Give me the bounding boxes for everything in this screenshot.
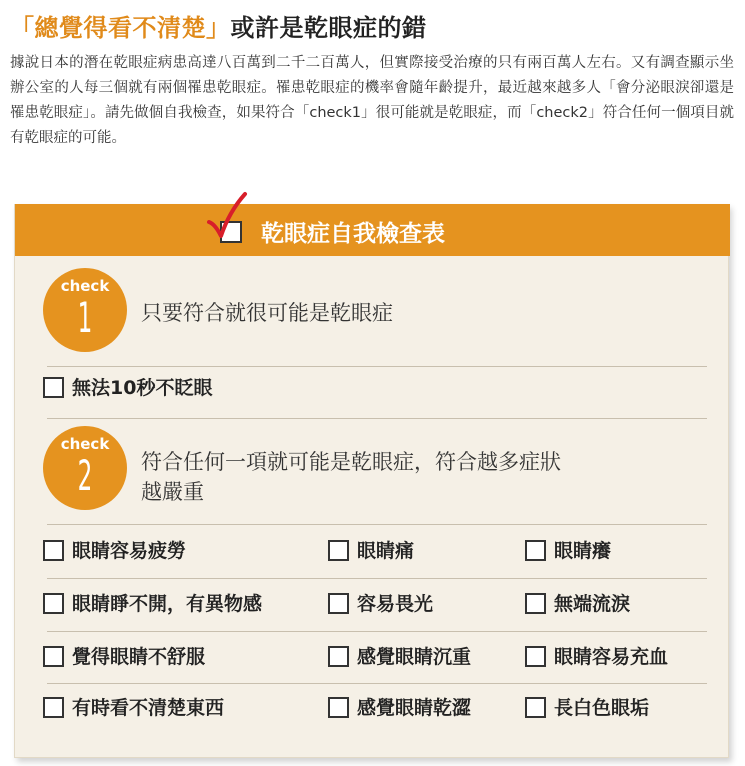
checkbox[interactable] (328, 697, 349, 718)
check2-description-line1: 符合任何一項就可能是乾眼症，符合越多症狀 (141, 450, 561, 474)
divider (47, 524, 707, 525)
divider (47, 578, 707, 579)
item-label: 眼睛痛 (357, 540, 415, 562)
item-label: 感覺眼睛沉重 (357, 646, 472, 668)
item-label: 無法10秒不眨眼 (72, 377, 213, 399)
checkbox[interactable] (328, 593, 349, 614)
checkbox[interactable] (525, 593, 546, 614)
checkbox[interactable] (328, 540, 349, 561)
check2-badge (43, 426, 127, 510)
divider (47, 418, 707, 419)
checkbox[interactable] (525, 697, 546, 718)
divider (47, 366, 707, 367)
check2-badge-label: check (60, 435, 110, 453)
red-checkmark-icon (205, 190, 249, 246)
checkbox[interactable] (43, 377, 64, 398)
check1-badge (43, 268, 127, 352)
item-label: 眼睛睜不開，有異物感 (72, 593, 263, 615)
self-check-card (14, 204, 729, 758)
check2-badge-number: 2 (77, 451, 93, 500)
divider (47, 631, 707, 632)
item-label: 有時看不清楚東西 (72, 697, 225, 719)
check1-badge-label: check (60, 277, 110, 295)
headline-accent: 「總覺得看不清楚」 (10, 14, 231, 42)
checkbox[interactable] (43, 646, 64, 667)
item-label: 眼睛癢 (554, 540, 612, 562)
headline-rest: 或許是乾眼症的錯 (230, 14, 427, 42)
item-label: 無端流淚 (554, 593, 631, 615)
checkbox[interactable] (43, 540, 64, 561)
checkbox[interactable] (525, 646, 546, 667)
item-label: 覺得眼睛不舒服 (72, 646, 206, 668)
headline (10, 8, 427, 43)
check1-badge-number: 1 (77, 293, 93, 342)
checkbox[interactable] (43, 697, 64, 718)
divider (47, 683, 707, 684)
checkbox[interactable] (43, 593, 64, 614)
checkbox[interactable] (328, 646, 349, 667)
item-label: 眼睛容易充血 (554, 646, 669, 668)
check2-description-line2: 越嚴重 (141, 480, 204, 504)
card-title: 乾眼症自我檢查表 (261, 221, 445, 247)
card-header (15, 204, 730, 256)
item-label: 感覺眼睛乾澀 (357, 697, 472, 719)
check1-description: 只要符合就很可能是乾眼症 (141, 301, 393, 325)
checkbox[interactable] (525, 540, 546, 561)
item-label: 眼睛容易疲勞 (72, 540, 187, 562)
item-label: 長白色眼垢 (554, 697, 650, 719)
item-label: 容易畏光 (357, 593, 434, 615)
intro-paragraph: 據說日本的潛在乾眼症病患高達八百萬到二千二百萬人，但實際接受治療的只有兩百萬人左右。又有調查顯示坐辦公室的人每三個就有兩個罹患乾眼症。罹患乾眼症的機率會隨年齡提升，最近越來越多人「會分泌眼淚卻還是罹患乾眼症」。請先做個自我檢查，如果符合「check1」很可能就是乾眼症，而「check2」符合任何一個項目就有乾眼症的可能。 (10, 55, 734, 146)
